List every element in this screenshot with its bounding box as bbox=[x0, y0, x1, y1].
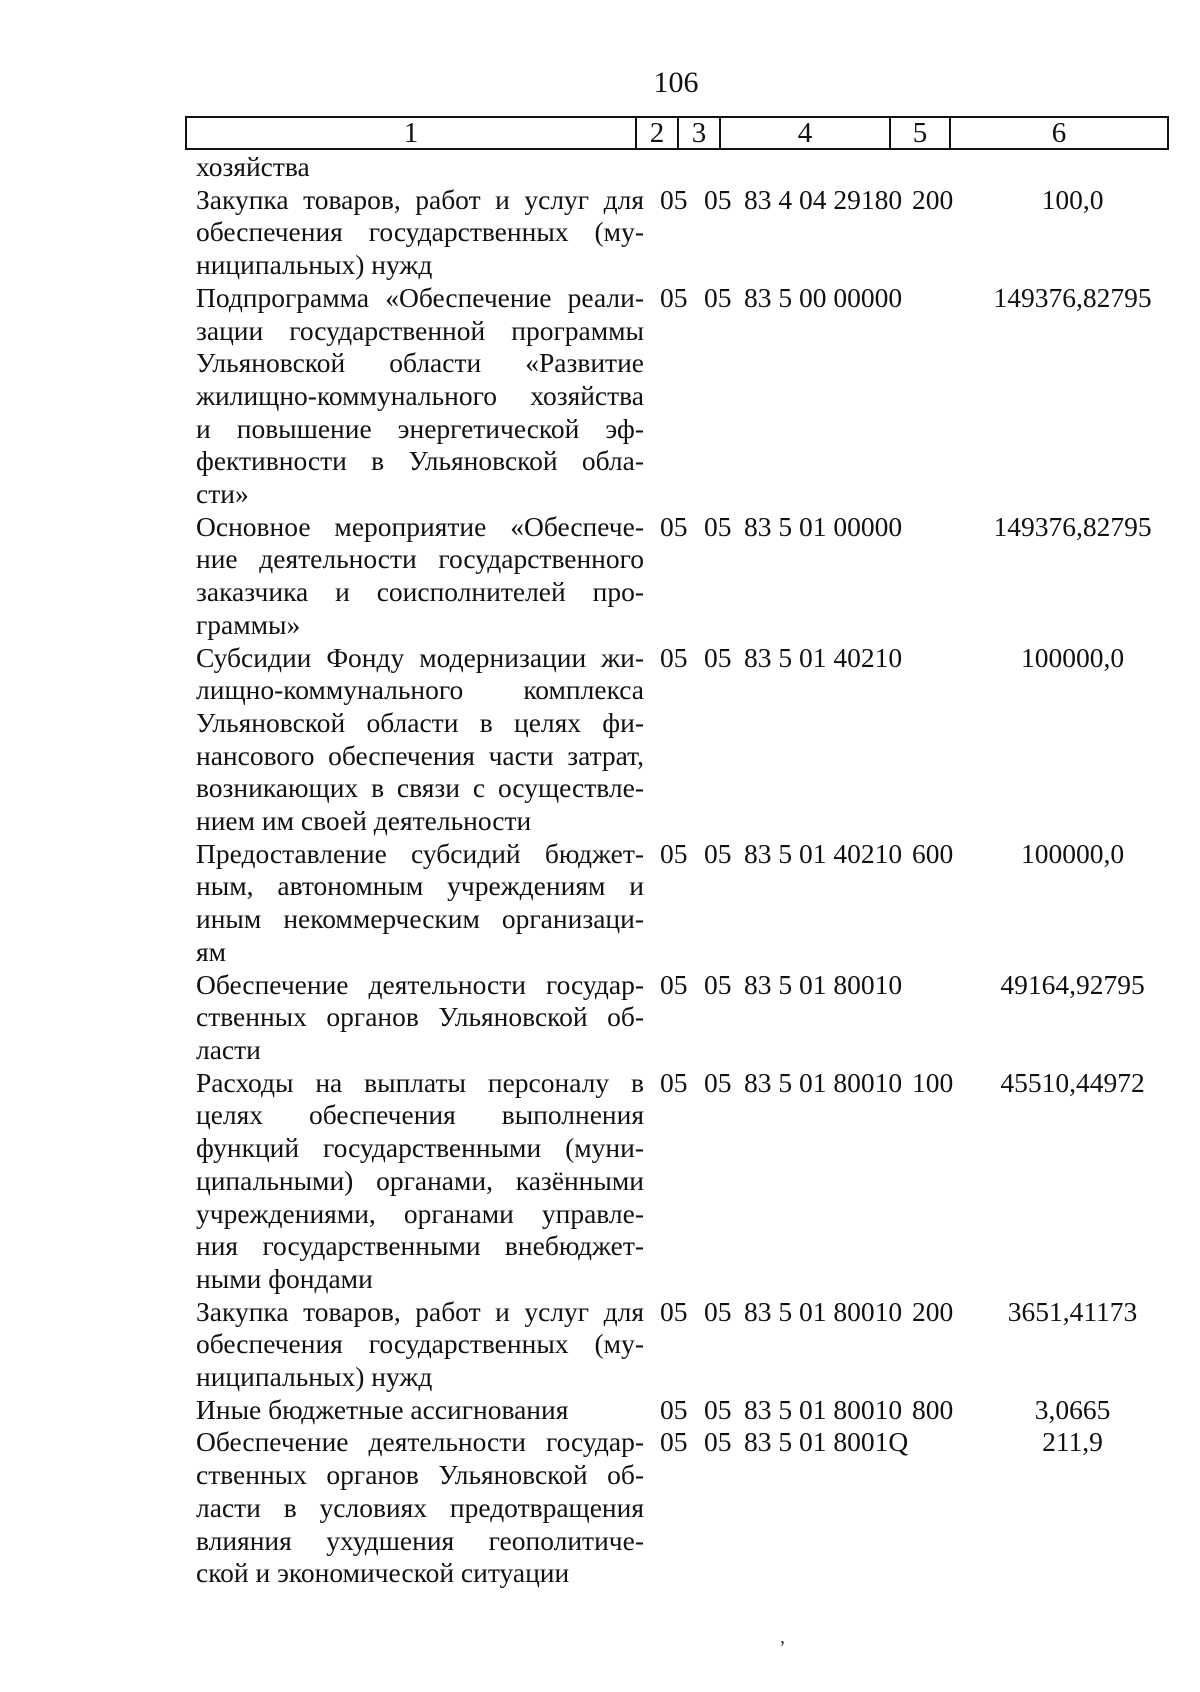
row-name-line: ным, автономным учреждениям и bbox=[196, 870, 644, 902]
row-c2: 05 bbox=[660, 1426, 688, 1458]
row-name-line: ния государственными внебюджет- bbox=[196, 1230, 644, 1262]
row-name-line: Подпрограмма «Обеспечение реали- bbox=[196, 281, 644, 313]
row-name bbox=[196, 969, 644, 1067]
row-name bbox=[196, 1296, 644, 1394]
row-c6: 100000,0 bbox=[1020, 837, 1125, 869]
row-c4: 83 5 01 80010 bbox=[744, 968, 903, 1000]
row-name-line: Расходы на выплаты персоналу в bbox=[196, 1066, 644, 1098]
row-c2: 05 bbox=[660, 183, 688, 215]
row-name-line: фективности в Ульяновской обла- bbox=[196, 445, 644, 477]
row-name-line: ципальными) органами, казёнными bbox=[196, 1164, 644, 1196]
row-c2: 05 bbox=[660, 281, 688, 313]
row-c2: 05 bbox=[660, 1066, 688, 1098]
table-row bbox=[196, 1394, 1171, 1427]
row-name-line: заказчика и соисполнителей про- bbox=[196, 576, 644, 608]
table-row bbox=[196, 184, 1171, 282]
column-header-3: 3 bbox=[678, 117, 720, 149]
row-c5: 600 bbox=[912, 837, 954, 869]
row-name-line: зации государственной программы bbox=[196, 314, 644, 346]
row-c5: 200 bbox=[912, 1295, 954, 1327]
column-header-6: 6 bbox=[950, 117, 1168, 149]
row-c4: 83 5 01 00000 bbox=[744, 510, 903, 542]
row-c6: 3,0665 bbox=[1034, 1393, 1111, 1425]
table-row bbox=[196, 1067, 1171, 1296]
row-c6: 149376,82795 bbox=[993, 510, 1152, 542]
row-c6: 45510,44972 bbox=[1000, 1066, 1145, 1098]
table-row bbox=[196, 511, 1171, 642]
row-c2: 05 bbox=[660, 641, 688, 673]
row-name-line: целях обеспечения выполнения bbox=[196, 1099, 644, 1131]
row-c6: 100000,0 bbox=[1020, 641, 1125, 673]
row-name-line: ниципальных) нужд bbox=[196, 249, 433, 281]
row-name-line: хозяйства bbox=[196, 151, 310, 182]
page-number: 106 bbox=[653, 66, 699, 99]
row-c3: 05 bbox=[704, 183, 732, 215]
row-c5: 800 bbox=[912, 1393, 954, 1425]
row-name bbox=[196, 1394, 644, 1427]
budget-table-body bbox=[196, 151, 1171, 1590]
column-header-5: 5 bbox=[890, 117, 950, 149]
row-c3: 05 bbox=[704, 1426, 732, 1458]
row-c3: 05 bbox=[704, 510, 732, 542]
row-c3: 05 bbox=[704, 968, 732, 1000]
column-header-table bbox=[185, 116, 1169, 150]
table-row bbox=[196, 969, 1171, 1067]
row-c2: 05 bbox=[660, 1393, 688, 1425]
row-c3: 05 bbox=[704, 1066, 732, 1098]
table-row bbox=[196, 282, 1171, 511]
row-c6: 49164,92795 bbox=[1000, 968, 1145, 1000]
table-row bbox=[196, 642, 1171, 838]
row-name-line: ственных органов Ульяновской об- bbox=[196, 1459, 644, 1491]
row-c3: 05 bbox=[704, 1393, 732, 1425]
row-name-line: нием им своей деятельности bbox=[196, 805, 532, 837]
row-name-line: граммы» bbox=[196, 608, 301, 640]
row-name-line: Ульяновской области «Развитие bbox=[196, 347, 644, 379]
row-c3: 05 bbox=[704, 1295, 732, 1327]
row-name-line: ными фондами bbox=[196, 1262, 373, 1294]
row-c4: 83 5 01 8001Q bbox=[744, 1426, 909, 1458]
row-name-line: иным некоммерческим организаци- bbox=[196, 903, 644, 935]
row-name bbox=[196, 151, 644, 184]
row-c4: 83 4 04 29180 bbox=[744, 183, 903, 215]
row-name-line: ласти bbox=[196, 1033, 261, 1065]
row-name-line: учреждениями, органами управле- bbox=[196, 1197, 644, 1229]
row-name bbox=[196, 184, 644, 282]
row-c6: 211,9 bbox=[1042, 1426, 1103, 1458]
scan-artifact-mark: ’ bbox=[779, 1637, 786, 1659]
row-name-line: Обеспечение деятельности государ- bbox=[196, 968, 644, 1000]
row-name bbox=[196, 642, 644, 838]
row-name-line: Обеспечение деятельности государ- bbox=[196, 1426, 644, 1458]
row-c2: 05 bbox=[660, 968, 688, 1000]
row-name-line: Ульяновской области в целях фи- bbox=[196, 706, 644, 738]
row-name-line: ям bbox=[196, 935, 227, 967]
row-name bbox=[196, 282, 644, 511]
table-row bbox=[196, 151, 1171, 184]
row-name-line: влияния ухудшения геополитиче- bbox=[196, 1524, 644, 1556]
row-name-line: и повышение энергетической эф- bbox=[196, 412, 644, 444]
table-row bbox=[196, 1296, 1171, 1394]
row-name bbox=[196, 838, 644, 969]
row-name bbox=[196, 1426, 644, 1590]
row-name-line: лищно-коммунального комплекса bbox=[196, 674, 644, 706]
row-name-line: Предоставление субсидий бюджет- bbox=[196, 837, 644, 869]
row-name-line: Основное мероприятие «Обеспече- bbox=[196, 510, 644, 542]
row-c2: 05 bbox=[660, 1295, 688, 1327]
row-c4: 83 5 01 80010 bbox=[744, 1066, 903, 1098]
table-row bbox=[196, 1426, 1171, 1590]
row-name-line: ние деятельности государственного bbox=[196, 543, 644, 575]
row-c6: 100,0 bbox=[1041, 183, 1104, 215]
row-c6: 3651,41173 bbox=[1007, 1295, 1138, 1327]
row-name-line: Субсидии Фонду модернизации жи- bbox=[196, 641, 644, 673]
row-name-line: ласти в условиях предотвращения bbox=[196, 1491, 644, 1523]
column-header-4: 4 bbox=[720, 117, 890, 149]
row-c5: 200 bbox=[912, 183, 954, 215]
row-name bbox=[196, 511, 644, 642]
row-name-line: возникающих в связи с осуществле- bbox=[196, 772, 644, 804]
row-name-line: Закупка товаров, работ и услуг для bbox=[196, 1295, 644, 1327]
column-header-1: 1 bbox=[186, 117, 636, 149]
table-row bbox=[196, 838, 1171, 969]
row-c4: 83 5 01 40210 bbox=[744, 641, 903, 673]
row-name-line: ственных органов Ульяновской об- bbox=[196, 1001, 644, 1033]
row-c4: 83 5 01 40210 bbox=[744, 837, 903, 869]
row-c4: 83 5 00 00000 bbox=[744, 281, 903, 313]
row-name-line: сти» bbox=[196, 478, 249, 510]
row-name-line: Иные бюджетные ассигнования bbox=[196, 1393, 569, 1425]
row-c3: 05 bbox=[704, 641, 732, 673]
row-name bbox=[196, 1067, 644, 1296]
row-name-line: ниципальных) нужд bbox=[196, 1361, 433, 1393]
row-name-line: нансового обеспечения части затрат, bbox=[196, 739, 644, 771]
column-header-2: 2 bbox=[636, 117, 678, 149]
row-name-line: жилищно-коммунального хозяйства bbox=[196, 379, 644, 411]
row-c4: 83 5 01 80010 bbox=[744, 1295, 903, 1327]
row-c4: 83 5 01 80010 bbox=[744, 1393, 903, 1425]
column-header-row bbox=[186, 117, 1168, 149]
row-name-line: обеспечения государственных (му- bbox=[196, 1328, 644, 1360]
row-name-line: Закупка товаров, работ и услуг для bbox=[196, 183, 644, 215]
row-name-line: ской и экономической ситуации bbox=[196, 1557, 570, 1589]
row-c3: 05 bbox=[704, 837, 732, 869]
row-c5: 100 bbox=[912, 1066, 954, 1098]
row-c2: 05 bbox=[660, 510, 688, 542]
row-c3: 05 bbox=[704, 281, 732, 313]
row-name-line: функций государственными (муни- bbox=[196, 1132, 644, 1164]
row-c6: 149376,82795 bbox=[993, 281, 1152, 313]
row-c2: 05 bbox=[660, 837, 688, 869]
row-name-line: обеспечения государственных (му- bbox=[196, 216, 644, 248]
